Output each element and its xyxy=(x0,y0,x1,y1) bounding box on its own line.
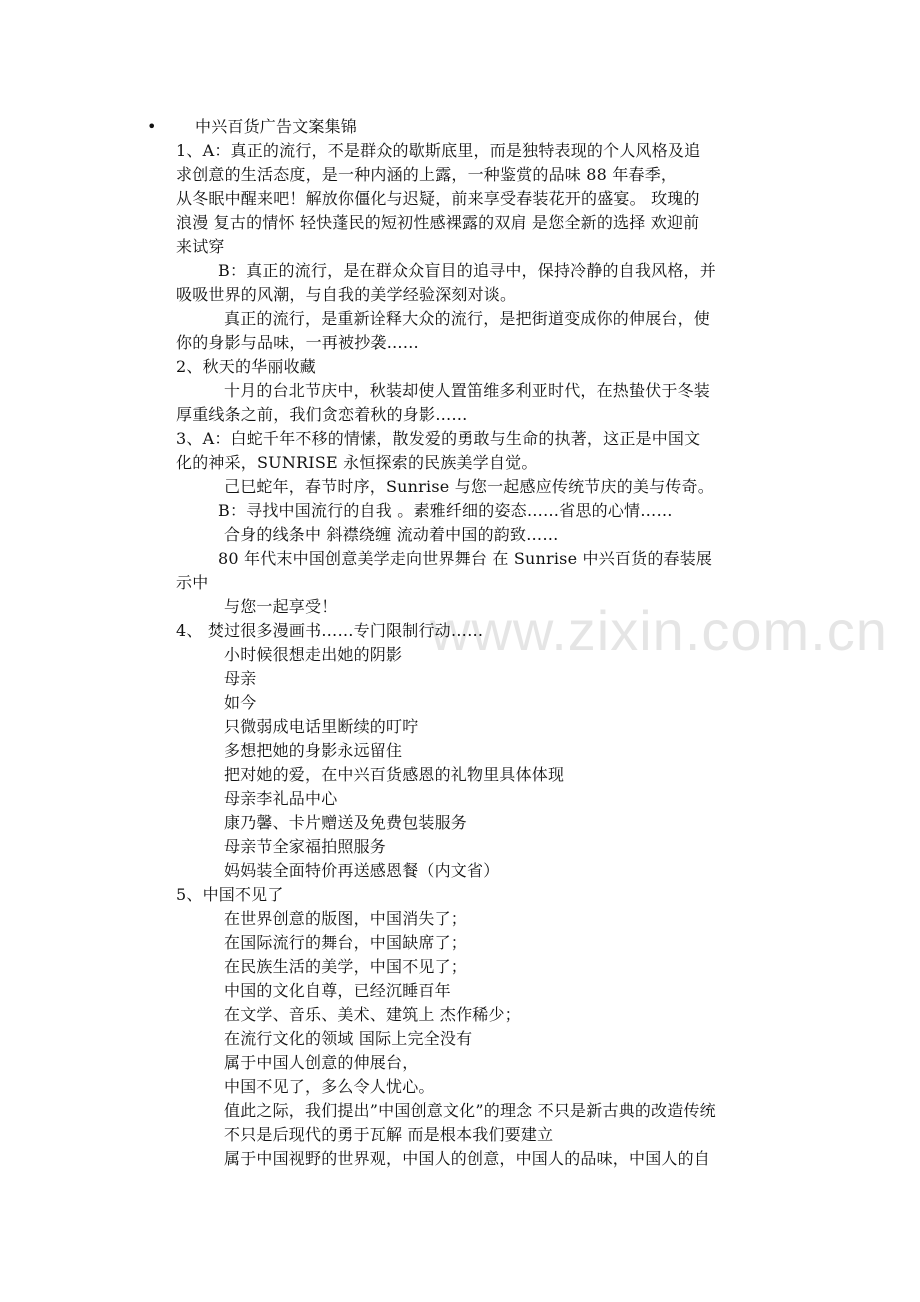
text-line: 在流行文化的领域 国际上完全没有 xyxy=(224,1029,473,1048)
text-line: 合身的线条中 斜襟绕缠 流动着中国的韵致…… xyxy=(224,525,559,544)
text-line: 1、A：真正的流行，不是群众的歇斯底里，而是独特表现的个人风格及追 xyxy=(176,141,701,160)
text-line: 母亲 xyxy=(224,669,257,688)
section-heading: 5、中国不见了 xyxy=(176,885,284,904)
text-line: 母亲节全家福拍照服务 xyxy=(224,837,387,856)
text-line: 在国际流行的舞台，中国缺席了； xyxy=(224,933,468,952)
text-line: 多想把她的身影永远留住 xyxy=(224,741,403,760)
text-line: 康乃馨、卡片赠送及免费包装服务 xyxy=(224,813,468,832)
text-line: 你的身影与品味，一再被抄袭…… xyxy=(176,333,420,352)
text-line: 80 年代末中国创意美学走向世界舞台 在 Sunrise 中兴百货的春装展 xyxy=(218,549,713,568)
text-line: 与您一起享受！ xyxy=(224,597,338,616)
text-line: 在民族生活的美学，中国不见了； xyxy=(224,957,468,976)
text-line: 吸吸世界的风潮，与自我的美学经验深刻对谈。 xyxy=(176,285,517,304)
text-line: 妈妈装全面特价再送感恩餐（内文省） xyxy=(224,861,500,880)
text-line: 属于中国视野的世界观，中国人的创意，中国人的品味，中国人的自 xyxy=(224,1149,711,1168)
text-line: 真正的流行，是重新诠释大众的流行，是把街道变成你的伸展台，使 xyxy=(224,309,711,328)
bullet-marker: • xyxy=(147,117,157,136)
watermark: www.zixin.com.cn xyxy=(430,599,888,662)
text-line: B：寻找中国流行的自我 。素雅纤细的姿态……省思的心情…… xyxy=(218,501,673,520)
text-line: 把对她的爱，在中兴百货感恩的礼物里具体体现 xyxy=(224,765,565,784)
text-line: 如今 xyxy=(224,693,257,712)
text-line: 值此之际，我们提出”中国创意文化”的理念 不只是新古典的改造传统 xyxy=(224,1101,716,1120)
section-heading: 4、 焚过很多漫画书……专门限制行动…… xyxy=(176,621,484,640)
text-line: 只微弱成电话里断续的叮咛 xyxy=(224,717,419,736)
text-line: 厚重线条之前，我们贪恋着秋的身影…… xyxy=(176,405,468,424)
text-line: 属于中国人创意的伸展台， xyxy=(224,1053,419,1072)
text-line: 在世界创意的版图，中国消失了； xyxy=(224,909,468,928)
text-line: 中国不见了，多么令人忧心。 xyxy=(224,1077,435,1096)
document-title: 中兴百货广告文案集锦 xyxy=(195,117,358,136)
text-line: 己巳蛇年，春节时序，Sunrise 与您一起感应传统节庆的美与传奇。 xyxy=(224,477,714,496)
text-line: 来试穿 xyxy=(176,237,225,256)
text-line: 不只是后现代的勇于瓦解 而是根本我们要建立 xyxy=(224,1125,554,1144)
text-line: 从冬眠中醒来吧！解放你僵化与迟疑，前来享受春装花开的盛宴。 玫瑰的 xyxy=(176,189,700,208)
text-line: 十月的台北节庆中，秋装却使人置笛维多利亚时代，在热蛰伏于冬装 xyxy=(224,381,711,400)
text-line: 求创意的生活态度，是一种内涵的上露，一种鉴赏的品味 88 年春季， xyxy=(176,165,678,184)
text-line: 3、A：白蛇千年不移的情愫，散发爱的勇敢与生命的执著，这正是中国文 xyxy=(176,429,701,448)
text-line: 示中 xyxy=(176,573,209,592)
text-line: 浪漫 复古的情怀 轻快蓬民的短初性感裸露的双肩 是您全新的选择 欢迎前 xyxy=(176,213,700,232)
text-line: 化的神采，SUNRISE 永恒探索的民族美学自觉。 xyxy=(176,453,538,472)
text-line: B：真正的流行，是在群众众盲目的追寻中，保持冷静的自我风格，并 xyxy=(218,261,716,280)
text-line: 小时候很想走出她的阴影 xyxy=(224,645,403,664)
text-line: 中国的文化自尊，已经沉睡百年 xyxy=(224,981,451,1000)
section-heading: 2、秋天的华丽收藏 xyxy=(176,357,316,376)
text-line: 母亲李礼品中心 xyxy=(224,789,338,808)
text-line: 在文学、音乐、美术、建筑上 杰作稀少； xyxy=(224,1005,521,1024)
